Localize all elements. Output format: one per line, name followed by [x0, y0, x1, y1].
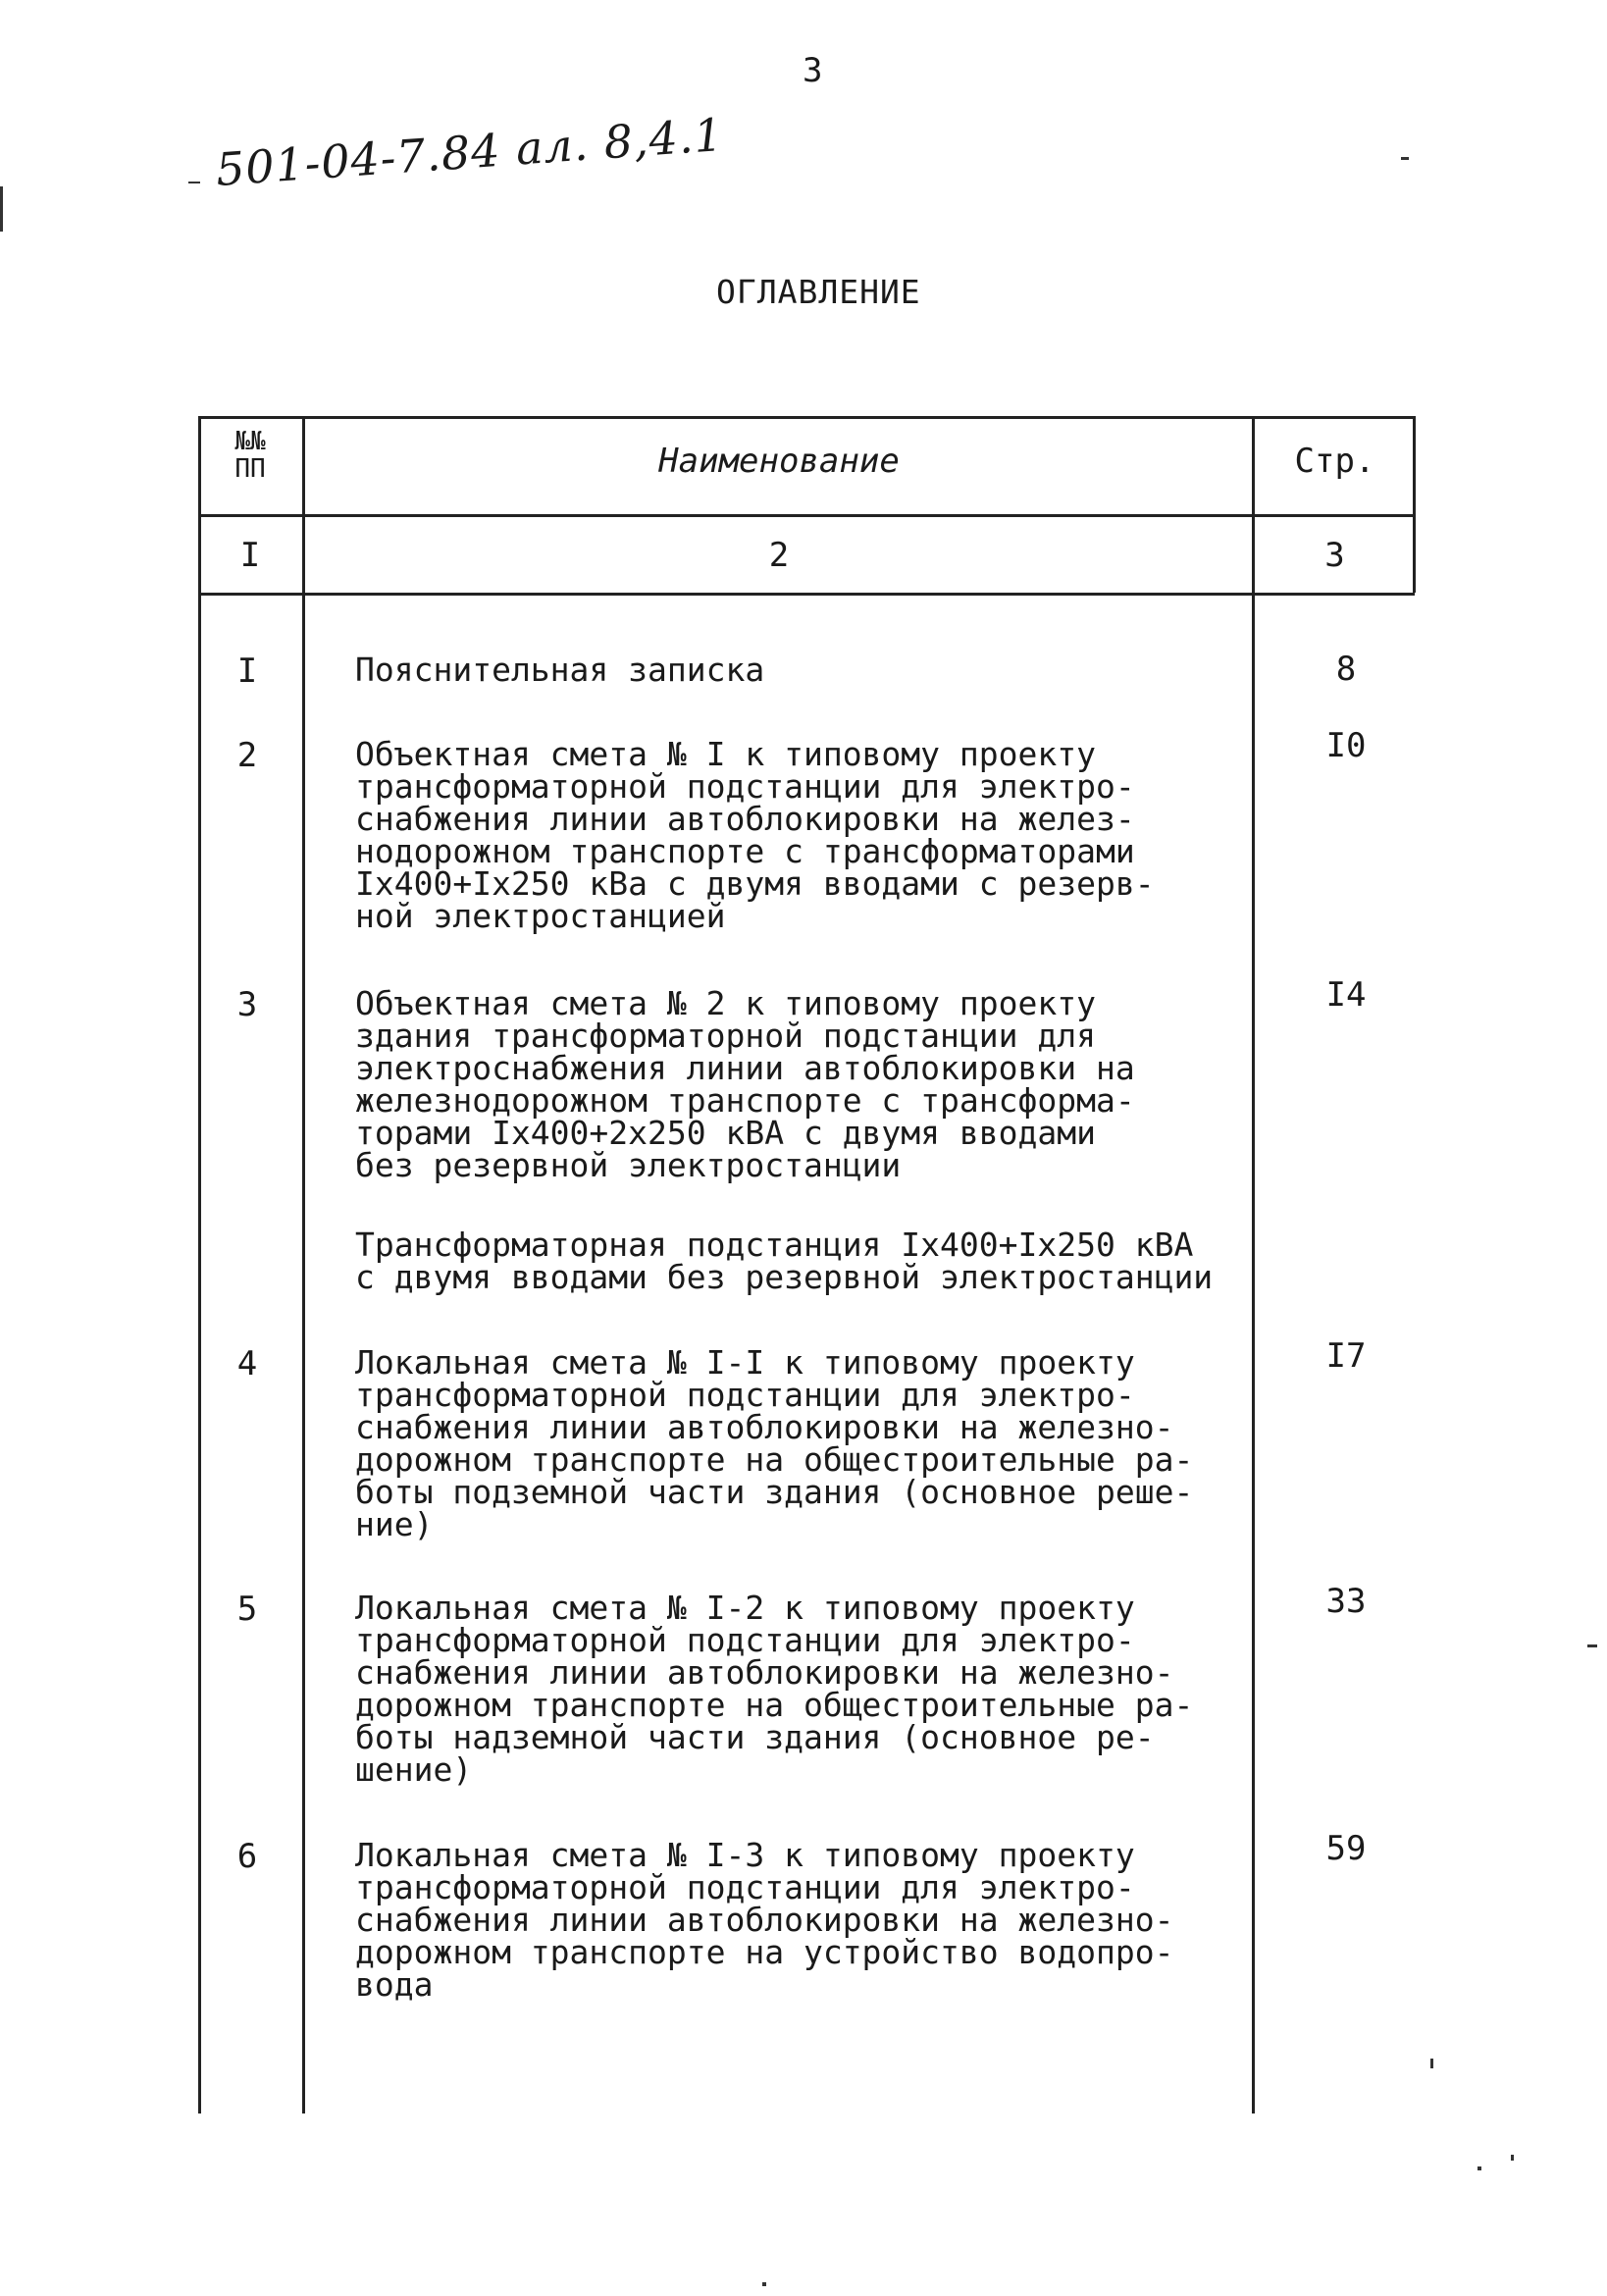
scan-mark: [1477, 2166, 1481, 2170]
header-number: №№ ПП: [234, 427, 266, 484]
column-number-2: 2: [768, 536, 790, 575]
row-name: Локальная смета № I-3 к типовому проекту трансформаторной подстанции для электро- снабжения линии автоблокировки на железно- дорожном транспорте на устройство водопро- вода: [355, 1836, 1174, 2004]
row-page: I0: [1325, 726, 1367, 765]
row-number: 4: [236, 1344, 258, 1383]
column-number-3: 3: [1324, 536, 1345, 575]
row-name: Объектная смета № I к типовому проекту трансформаторной подстанции для электро- снабжения линии автоблокировки на желез- нодорожном транспорте с трансформаторами Ix400+Ix250 кВа с двумя вводами с резерв- ной электростанцией: [355, 735, 1155, 935]
scan-mark: [1401, 157, 1409, 160]
scan-mark: [762, 2282, 766, 2286]
scan-mark: [188, 182, 200, 183]
row-page: 59: [1325, 1829, 1367, 1868]
column-divider-1: [302, 416, 305, 2113]
row-page: 33: [1325, 1582, 1367, 1621]
scan-mark: [1511, 2155, 1514, 2161]
row-number: 2: [236, 736, 258, 775]
row-name: Локальная смета № I-2 к типовому проекту трансформаторной подстанции для электро- снабжения линии автоблокировки на железно- дорожном транспорте на общестроительные ра- боты надземной части здания (основное ре- шение): [355, 1589, 1194, 1789]
row-name: Пояснительная записка: [355, 651, 765, 689]
header-bottom-border: [198, 514, 1415, 517]
column-numbers-bottom-border: [198, 593, 1415, 596]
row-number: 5: [236, 1590, 258, 1629]
row-name: Трансформаторная подстанция Ix400+Ix250 кВА с двумя вводами без резервной электростанции: [355, 1226, 1214, 1296]
header-page: Стр.: [1294, 442, 1375, 481]
table-top-border: [198, 416, 1415, 419]
scan-mark: [0, 186, 3, 232]
row-number: 6: [236, 1837, 258, 1876]
row-page: I4: [1325, 975, 1367, 1015]
header-name: Наименование: [658, 442, 900, 481]
page-number: 3: [803, 51, 823, 90]
document-title: ОГЛАВЛЕНИЕ: [716, 273, 921, 311]
row-number: I: [236, 652, 258, 691]
row-number: 3: [236, 985, 258, 1024]
scan-mark: [1430, 2059, 1433, 2068]
row-page: I7: [1325, 1336, 1367, 1376]
table-of-contents: [198, 416, 1415, 2113]
row-name: Объектная смета № 2 к типовому проекту здания трансформаторной подстанции для электроснабжения линии автоблокировки на железнодорожном транспорте с трансформа- торами Ix400+2x250 кВА с двумя вводами без резервной электростанции: [355, 984, 1135, 1184]
handwritten-document-code: 501-04-7.84 ал. 8,4.1: [214, 107, 726, 196]
row-name: Локальная смета № I-I к типовому проекту трансформаторной подстанции для электро- снабжения линии автоблокировки на железно- дорожном транспорте на общестроительные ра- боты подземной части здания (основное реше- ние): [355, 1343, 1194, 1543]
row-page: 8: [1335, 650, 1357, 689]
scan-mark: [1587, 1644, 1597, 1647]
column-number-1: I: [239, 536, 261, 575]
